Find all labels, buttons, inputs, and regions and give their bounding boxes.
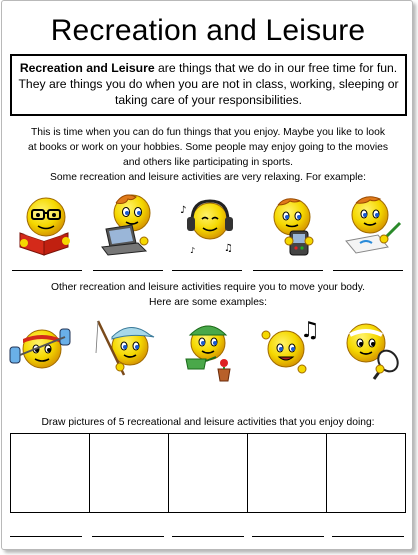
svg-text:♪: ♪ [180, 205, 187, 216]
drawing-grid [10, 433, 406, 513]
emoji-dancing-icon [256, 313, 326, 383]
svg-text:♫: ♫ [224, 243, 233, 254]
definition-box [10, 54, 407, 116]
draw-instruction: Draw pictures of 5 recreational and leisure activities that you enjoy doing: [41, 417, 375, 428]
drawing-box[interactable] [327, 434, 406, 513]
answer-line[interactable] [332, 536, 404, 537]
active-intro-line: Here are some examples: [149, 297, 267, 308]
intro-line: at books or work on your hobbies. Some people may enjoy going to the movies [27, 142, 389, 153]
active-intro-line: Other recreation and leisure activities require you to move your body. [50, 282, 366, 293]
drawing-box[interactable] [248, 434, 327, 513]
answer-line[interactable] [172, 270, 242, 271]
active-activities-row [2, 313, 414, 383]
intro-line: Some recreation and leisure activities are very relaxing. For example: [50, 172, 366, 183]
definition-text: are things that we do in our free time for fun. They are things you do when you are not in class, working, sleeping or taking care of your responsibilities. [18, 61, 399, 107]
answer-line[interactable] [172, 536, 244, 537]
answer-line[interactable] [333, 270, 403, 271]
drawing-box[interactable] [169, 434, 248, 513]
emoji-fishing-icon [90, 313, 160, 383]
answer-line[interactable] [12, 270, 82, 271]
answer-line[interactable] [92, 536, 164, 537]
answer-line[interactable] [253, 270, 323, 271]
emoji-tennis-icon [336, 313, 406, 383]
intro-paragraph [2, 125, 414, 185]
definition-term: Recreation and Leisure [19, 61, 155, 75]
worksheet-page [1, 0, 413, 550]
relaxing-activities-row [2, 191, 414, 261]
emoji-painting-icon [338, 191, 408, 261]
drawing-box[interactable] [11, 434, 90, 513]
emoji-weightlifting-icon [8, 313, 78, 383]
emoji-reading-book-icon [10, 191, 80, 261]
emoji-gardening-icon [172, 313, 242, 383]
intro-line: and others like participating in sports. [123, 157, 293, 168]
svg-text:♫: ♫ [300, 318, 320, 343]
intro-line: This is time when you can do fun things that you enjoy. Maybe you like to look [30, 127, 386, 138]
answer-line[interactable] [10, 536, 82, 537]
answer-line[interactable] [252, 536, 324, 537]
answer-line[interactable] [93, 270, 163, 271]
emoji-headphones-icon [174, 191, 244, 261]
emoji-laptop-icon [92, 191, 162, 261]
active-intro-paragraph [2, 280, 414, 310]
page-title: Recreation and Leisure [50, 14, 366, 47]
svg-text:♪: ♪ [190, 246, 196, 255]
emoji-handheld-game-icon [256, 191, 326, 261]
drawing-box[interactable] [90, 434, 169, 513]
